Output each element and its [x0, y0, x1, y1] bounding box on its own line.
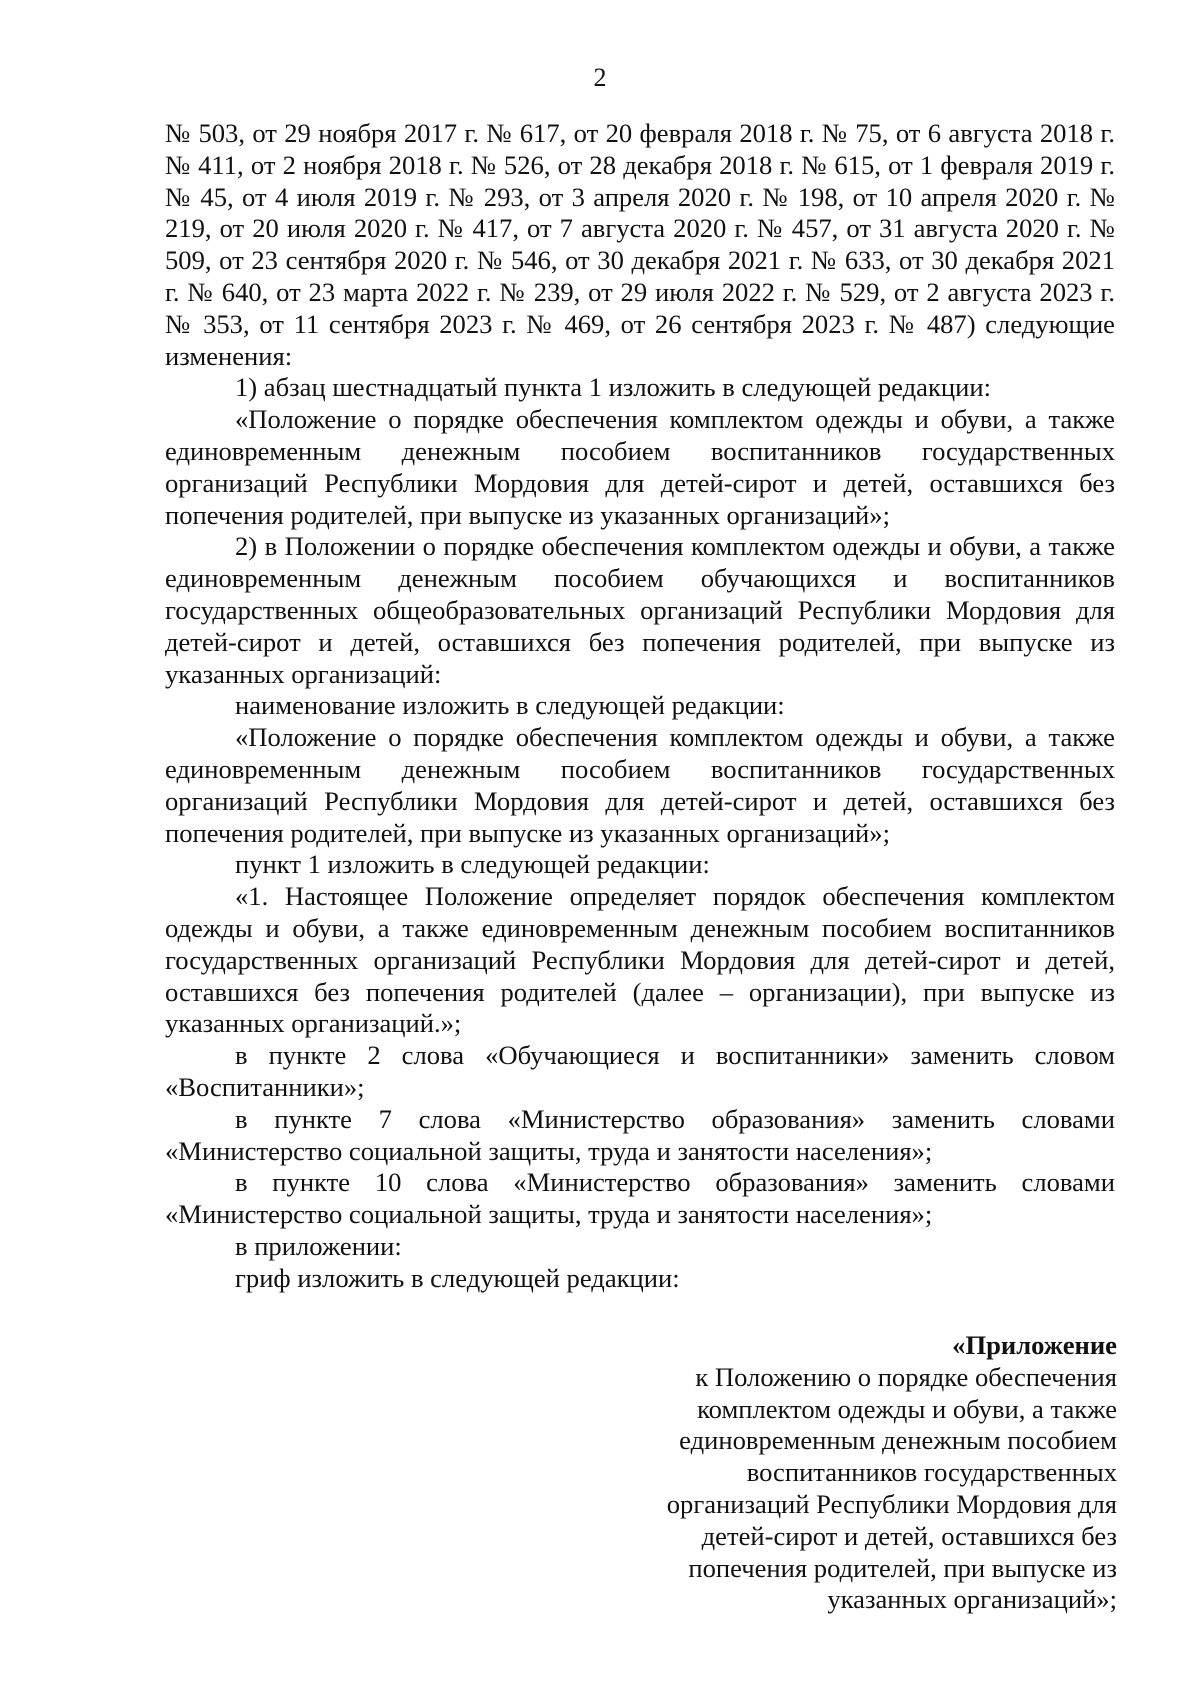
stamp-title: «Приложение [952, 1330, 1117, 1360]
stamp-line: организаций Республики Мордовия для [666, 1488, 1117, 1519]
name-change-paragraph: наименование изложить в следующей редакции: [235, 690, 785, 721]
point-7-change-paragraph: в пункте 7 слова «Министерство образования» заменить словами «Министерство социальной защиты, труда и занятости населения»; [165, 1103, 1115, 1166]
stamp-line: воспитанников государственных [746, 1457, 1117, 1488]
point-2-change-paragraph: в пункте 2 слова «Обучающиеся и воспитанники» заменить словом «Воспитанники»; [165, 1040, 1115, 1102]
appendix-paragraph: в приложении: [235, 1230, 402, 1261]
quoted-point-1-paragraph: «1. Настоящее Положение определяет порядок обеспечения комплектом одежды и обуви, а также единовременным денежным пособием воспитанников государственных организаций Республики Мордовия для детей-сирот и детей, оставшихся без попечения родителей (далее – организации), при выпуске из указанных организаций.»; [165, 881, 1115, 1039]
stamp-change-paragraph: гриф изложить в следующей редакции: [235, 1262, 680, 1293]
stamp-line: указанных организаций»; [827, 1584, 1117, 1615]
quoted-new-name-paragraph: «Положение о порядке обеспечения комплектом одежды и обуви, а также единовременным денежным пособием воспитанников государственных организаций Республики Мордовия для детей-сирот и детей, оставшихся без попечения родителей, при выпуске из указанных организаций»; [165, 722, 1115, 848]
appendix-stamp [597, 1330, 1117, 1616]
stamp-line: комплектом одежды и обуви, а также [697, 1393, 1117, 1424]
point-10-change-paragraph: в пункте 10 слова «Министерство образования» заменить словами «Министерство социальной защиты, труда и занятости населения»; [165, 1167, 1115, 1230]
stamp-line: единовременным денежным пособием [679, 1425, 1117, 1456]
stamp-line: к Положению о порядке обеспечения [695, 1361, 1117, 1392]
item-1-paragraph: 1) абзац шестнадцатый пункта 1 изложить в следующей редакции: [235, 372, 991, 403]
stamp-line: попечения родителей, при выпуске из [688, 1552, 1117, 1583]
point-1-change-paragraph: пункт 1 изложить в следующей редакции: [235, 849, 710, 880]
amendment-list-paragraph: № 503, от 29 ноября 2017 г. № 617, от 20 февраля 2018 г. № 75, от 6 августа 2018 г. № 411, от 2 ноября 2018 г. № 526, от 28 декабря 2018 г. № 615, от 1 февраля 2019 г. № 45, от 4 июля 2019 г. № 293, от 3 апреля 2020 г. № 198, от 10 апреля 2020 г. № 219, от 20 июля 2020 г. № 417, от 7 августа 2020 г. № 457, от 31 августа 2020 г. № 509, от 23 сентября 2020 г. № 546, от 30 декабря 2021 г. № 633, от 30 декабря 2021 г. № 640, от 23 марта 2022 г. № 239, от 29 июля 2022 г. № 529, от 2 августа 2023 г. № 353, от 11 сентября 2023 г. № 469, от 26 сентября 2023 г. № 487) следующие изменения: [165, 118, 1115, 371]
quoted-title-paragraph: «Положение о порядке обеспечения комплектом одежды и обуви, а также единовременным денежным пособием воспитанников государственных организаций Республики Мордовия для детей-сирот и детей, оставшихся без попечения родителей, при выпуске из указанных организаций»; [165, 404, 1115, 530]
stamp-line: детей-сирот и детей, оставшихся без [701, 1520, 1117, 1551]
item-2-paragraph: 2) в Положении о порядке обеспечения комплектом одежды и обуви, а также единовременным денежным пособием обучающихся и воспитанников государственных общеобразовательных организаций Республики Мордовия для детей-сирот и детей, оставшихся без попечения родителей, при выпуске из указанных организаций: [165, 531, 1115, 689]
page-number: 2 [593, 63, 607, 92]
document-body [165, 118, 1115, 1294]
